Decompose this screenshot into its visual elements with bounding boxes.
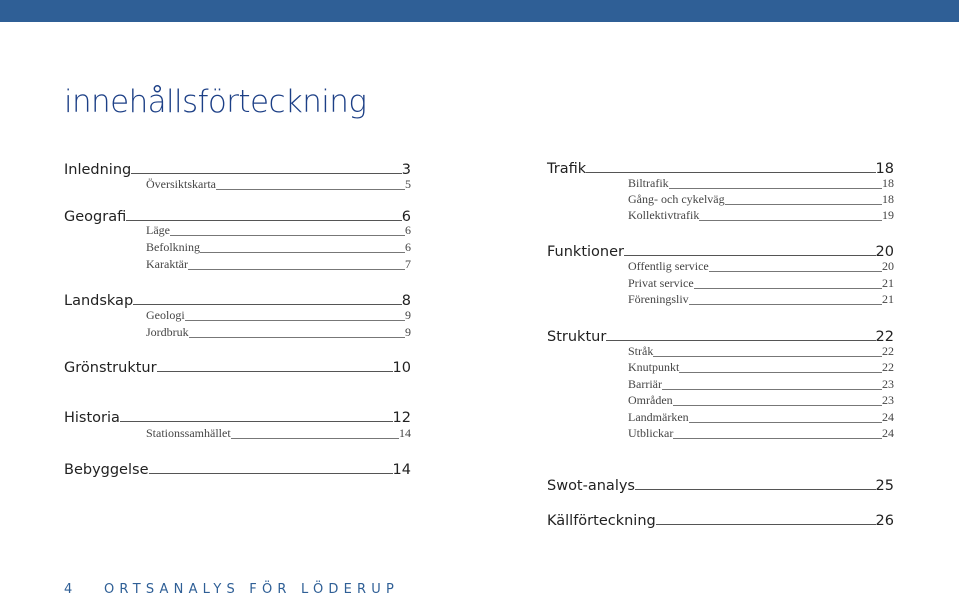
leader-line — [606, 340, 875, 341]
toc-subentry-biltrafik[interactable] — [628, 176, 894, 191]
top-accent-bar — [0, 0, 959, 22]
toc-entry-label: Geografi — [64, 209, 127, 225]
toc-subentry-page: 22 — [882, 344, 894, 358]
toc-subentry-page: 21 — [882, 276, 894, 290]
toc-entry-inledning[interactable] — [64, 158, 411, 178]
toc-subentry-oversiktskarta[interactable] — [146, 177, 411, 192]
toc-subentry-label: Jordbruk — [146, 325, 189, 339]
toc-entry-label: Källförteckning — [547, 513, 656, 529]
leader-line — [131, 173, 402, 174]
toc-subentry-page: 24 — [882, 410, 894, 424]
leader-line — [709, 271, 882, 272]
toc-subentry-barriar[interactable] — [628, 377, 894, 392]
toc-entry-page: 26 — [875, 513, 894, 529]
toc-subentry-label: Översiktskarta — [146, 177, 216, 191]
toc-entry-label: Struktur — [547, 329, 607, 345]
toc-subentry-page: 5 — [405, 177, 411, 191]
leader-line — [689, 422, 882, 423]
toc-subentry-label: Stråk — [628, 344, 654, 358]
toc-entry-gronstruktur[interactable] — [64, 356, 411, 376]
toc-entry-label: Grönstruktur — [64, 360, 157, 376]
toc-subentry-page: 6 — [405, 223, 411, 237]
toc-entry-page: 18 — [875, 161, 894, 177]
leader-line — [231, 438, 399, 439]
page-footer — [64, 582, 399, 597]
leader-line — [200, 252, 405, 253]
leader-line — [689, 304, 882, 305]
toc-entry-geografi[interactable] — [64, 205, 411, 225]
footer-page-number: 4 — [64, 582, 73, 597]
toc-subentry-page: 18 — [882, 176, 894, 190]
toc-entry-struktur[interactable] — [547, 325, 894, 345]
leader-line — [656, 524, 876, 525]
leader-line — [653, 356, 882, 357]
leader-line — [662, 389, 882, 390]
leader-line — [189, 337, 405, 338]
toc-entry-page: 20 — [875, 244, 894, 260]
toc-entry-label: Landskap — [64, 293, 134, 309]
toc-subentry-kollektivtrafik[interactable] — [628, 208, 894, 223]
toc-entry-label: Historia — [64, 410, 120, 426]
toc-subentry-stationssamhallet[interactable] — [146, 426, 411, 441]
toc-subentry-label: Befolkning — [146, 240, 200, 254]
toc-subentry-label: Barriär — [628, 377, 662, 391]
toc-entry-page: 6 — [401, 209, 411, 225]
page-title: innehållsförteckning — [64, 84, 367, 120]
toc-subentry-strak[interactable] — [628, 344, 894, 359]
toc-subentry-page: 9 — [405, 325, 411, 339]
toc-subentry-jordbruk[interactable] — [146, 325, 411, 340]
toc-subentry-label: Biltrafik — [628, 176, 669, 190]
toc-subentry-befolkning[interactable] — [146, 240, 411, 255]
toc-subentry-page: 20 — [882, 259, 894, 273]
toc-entry-label: Trafik — [547, 161, 587, 177]
toc-subentry-label: Utblickar — [628, 426, 674, 440]
toc-entry-label: Inledning — [64, 162, 132, 178]
toc-subentry-page: 6 — [405, 240, 411, 254]
toc-entry-kallforteckning[interactable] — [547, 509, 894, 529]
leader-line — [699, 220, 882, 221]
leader-line — [673, 405, 882, 406]
toc-subentry-knutpunkt[interactable] — [628, 360, 894, 375]
toc-subentry-geologi[interactable] — [146, 308, 411, 323]
toc-entry-funktioner[interactable] — [547, 240, 894, 260]
toc-entry-landskap[interactable] — [64, 289, 411, 309]
toc-subentry-label: Stationssamhället — [146, 426, 231, 440]
toc-subentry-label: Knutpunkt — [628, 360, 680, 374]
toc-entry-page: 3 — [401, 162, 411, 178]
leader-line — [185, 320, 405, 321]
toc-subentry-label: Gång- och cykelväg — [628, 192, 725, 206]
toc-entry-page: 10 — [392, 360, 411, 376]
toc-entry-page: 12 — [392, 410, 411, 426]
toc-entry-page: 14 — [392, 462, 411, 478]
toc-subentry-label: Föreningsliv — [628, 292, 689, 306]
toc-entry-label: Funktioner — [547, 244, 624, 260]
leader-line — [120, 421, 393, 422]
leader-line — [157, 371, 393, 372]
toc-entry-page: 22 — [875, 329, 894, 345]
leader-line — [586, 172, 875, 173]
leader-line — [635, 489, 876, 490]
toc-entry-trafik[interactable] — [547, 157, 894, 177]
toc-subentry-lage[interactable] — [146, 223, 411, 238]
toc-subentry-foreningsliv[interactable] — [628, 292, 894, 307]
toc-subentry-gang-cykel[interactable] — [628, 192, 894, 207]
toc-entry-label: Bebyggelse — [64, 462, 149, 478]
toc-subentry-page: 21 — [882, 292, 894, 306]
toc-subentry-label: Landmärken — [628, 410, 689, 424]
toc-subentry-omraden[interactable] — [628, 393, 894, 408]
toc-subentry-page: 19 — [882, 208, 894, 222]
leader-line — [624, 255, 876, 256]
toc-entry-historia[interactable] — [64, 406, 411, 426]
leader-line — [188, 269, 405, 270]
toc-entry-label: Swot-analys — [547, 478, 635, 494]
toc-subentry-landmarken[interactable] — [628, 410, 894, 425]
leader-line — [694, 288, 882, 289]
toc-entry-swot[interactable] — [547, 474, 894, 494]
toc-subentry-label: Karaktär — [146, 257, 188, 271]
toc-subentry-utblickar[interactable] — [628, 426, 894, 441]
toc-subentry-privat-service[interactable] — [628, 276, 894, 291]
leader-line — [216, 189, 405, 190]
toc-entry-page: 8 — [401, 293, 411, 309]
leader-line — [725, 204, 882, 205]
toc-subentry-karaktar[interactable] — [146, 257, 411, 272]
toc-subentry-label: Läge — [146, 223, 170, 237]
leader-line — [669, 188, 882, 189]
toc-subentry-page: 18 — [882, 192, 894, 206]
toc-subentry-page: 7 — [405, 257, 411, 271]
toc-subentry-page: 22 — [882, 360, 894, 374]
leader-line — [170, 235, 405, 236]
leader-line — [149, 473, 393, 474]
toc-subentry-label: Geologi — [146, 308, 185, 322]
toc-subentry-label: Privat service — [628, 276, 694, 290]
toc-subentry-label: Områden — [628, 393, 673, 407]
leader-line — [133, 304, 402, 305]
toc-entry-page: 25 — [875, 478, 894, 494]
toc-subentry-page: 23 — [882, 393, 894, 407]
leader-line — [673, 438, 882, 439]
toc-entry-bebyggelse[interactable] — [64, 458, 411, 478]
toc-subentry-page: 23 — [882, 377, 894, 391]
toc-subentry-label: Offentlig service — [628, 259, 709, 273]
toc-subentry-page: 24 — [882, 426, 894, 440]
footer-publication-title: ORTSANALYS FÖR LÖDERUP — [104, 582, 400, 597]
toc-subentry-offentlig-service[interactable] — [628, 259, 894, 274]
toc-subentry-page: 14 — [399, 426, 411, 440]
toc-subentry-label: Kollektivtrafik — [628, 208, 700, 222]
leader-line — [126, 220, 402, 221]
leader-line — [679, 372, 882, 373]
toc-subentry-page: 9 — [405, 308, 411, 322]
